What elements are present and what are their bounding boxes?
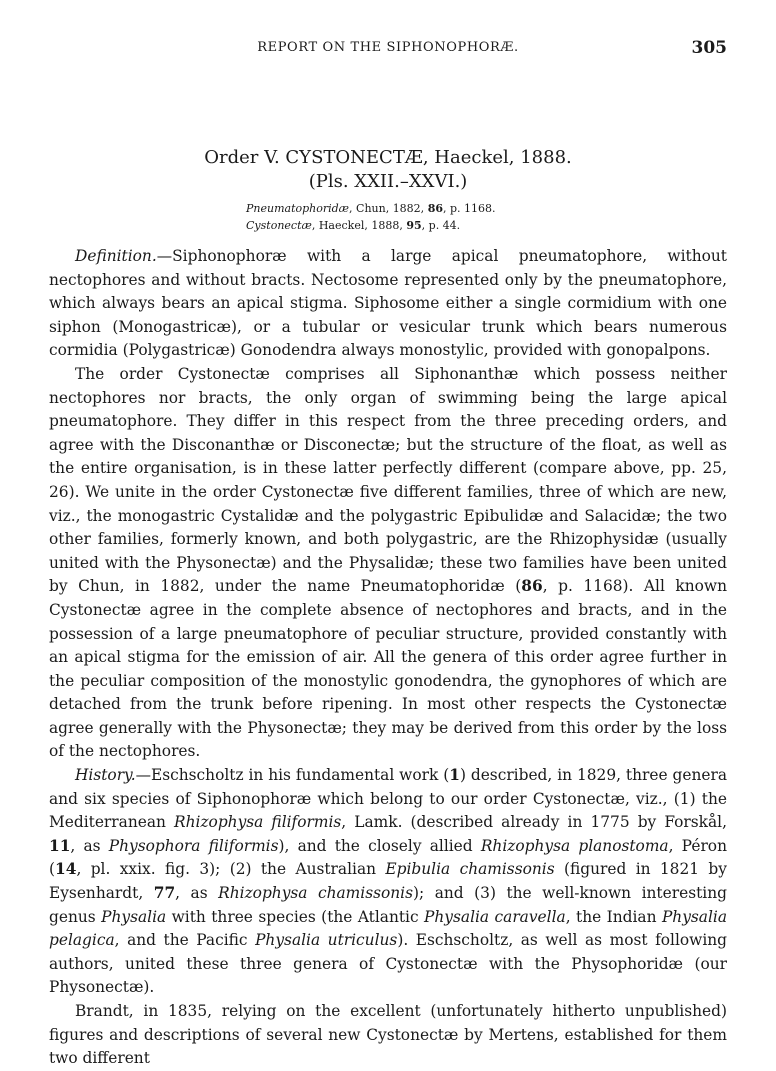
definition-lead: Definition. [75,247,157,265]
bibliography-ref: 11 [49,836,71,855]
species-name: Rhizophysa chamissonis [218,884,413,903]
synonym-name: Pneumatophoridæ [246,202,350,215]
text-run: Brandt, in 1835, relying on the excellent (unfortunately hitherto unpublished) figures and descriptions of several new Cystonectæ by Mertens, established for them two different [49,1002,727,1068]
definition-text: —Siphonophoræ with a large apical pneumatophore, without nectophores and without bracts. Nectosome represented only by the pneumatophore, which always bears an apical stigma. Siphosome either a single cormidium with one siphon (Monogastricæ), or a tubular or vesicular trunk which bears numerous cormidia (Polygastricæ) Gonodendra always monostylic, provided with gonopalpons. [49,247,727,360]
synonym-author: , Chun, 1882, [349,202,428,215]
brandt-paragraph [49,1000,727,1071]
synonym-line [246,217,666,234]
text-run: , p. 1168). All known Cystonectæ agree in the complete absence of nectophores and bracts, and in the possession of a large pneumatophore of peculiar structure, provided constantly with an apical stigma for the emission of air. All the genera of this order agree further in the peculiar composition of the monostylic gonodendra, the gynophores of which are detached from the trunk before ripening. In most other respects the Cystonectæ agree generally with the Physonectæ; they may be derived from this order by the loss of the nectophores. [49,577,728,761]
body-text [49,245,727,1071]
page-number: 305 [691,38,727,58]
species-name: Rhizophysa planostoma [480,836,669,855]
history-lead: History. [75,766,136,785]
text-run: , the Indian [565,907,662,926]
synonymy-list [246,200,666,234]
definition-paragraph [49,245,727,363]
synonym-page: , p. 44. [421,219,461,232]
text-run: —Eschscholtz in his fundamental work ( [135,766,450,785]
synonym-ref: 95 [406,219,422,232]
synonym-line [246,200,666,217]
history-paragraph [49,764,727,1000]
text-run: , pl. xxix. fig. 3); (2) the Australian [76,860,386,879]
synonym-name: Cystonectæ [246,219,312,232]
running-head: REPORT ON THE SIPHONOPHORÆ. [257,40,519,55]
text-run: , as [175,884,219,903]
species-name: Physalia utriculus [255,931,398,950]
order-title: Order V. CYSTONECTÆ, Haeckel, 1888. [204,147,572,168]
text-run: with three species (the Atlantic [166,907,425,926]
species-name: Epibulia chamissonis [385,860,555,879]
synonym-page: , p. 1168. [443,202,496,215]
synonym-author: , Haeckel, 1888, [311,219,407,232]
bibliography-ref: 14 [55,860,77,879]
text-run: ) described, in 1829, three genera and six species of Siphonophoræ which belong to our order Cystonectæ, viz., (1) the Mediterranean [49,766,727,832]
species-name: Physalia pelagica [49,907,727,950]
text-run: , Péron ( [49,836,727,879]
synonym-ref: 86 [427,202,443,215]
text-run: , and the Pacific [114,931,256,950]
species-name: Physophora filiformis [108,836,279,855]
text-run: (figured in 1821 by Eysenhardt, [49,860,727,903]
section-title [49,146,727,194]
text-run: ); and (3) the well-known interesting genus [49,884,727,926]
text-run: , Lamk. (described already in 1775 by Forskål, [341,813,727,832]
bibliography-ref: 77 [153,884,176,903]
bibliography-ref: 86 [521,577,543,596]
genus-name: Physalia [101,907,167,926]
text-run: , as [70,836,109,855]
species-name: Physalia caravella [424,907,566,926]
text-run: ). Eschscholtz, as well as most following authors, united these three genera of Cystonectæ with the Physophoridæ (our Physonectæ). [49,931,728,997]
species-name: Rhizophysa filiformis [174,813,342,832]
plates-reference: (Pls. XXII.–XXVI.) [308,171,468,192]
page-header [49,40,727,64]
overview-paragraph [49,363,727,764]
bibliography-ref: 1 [449,766,460,785]
text-run: ), and the closely allied [278,836,481,855]
text-run: The order Cystonectæ comprises all Siphonanthæ which possess neither nectophores nor bracts, the only organ of swimming being the large apical pneumatophore. They differ in this respect from the three preceding orders, and agree with the Disconanthæ or Disconectæ; but the structure of the float, as well as the entire organisation, is in these latter perfectly different (compare above, pp. 25, 26). We unite in the order Cystonectæ five different families, three of which are new, viz., the monogastric Cystalidæ and the polygastric Epibulidæ and Salacidæ; the two other families, formerly known, and both polygastric, are the Rhizophysidæ (usually united with the Physonectæ) and the Physalidæ; these two families have been united by Chun, in 1882, under the name Pneumatophoridæ ( [49,364,727,596]
